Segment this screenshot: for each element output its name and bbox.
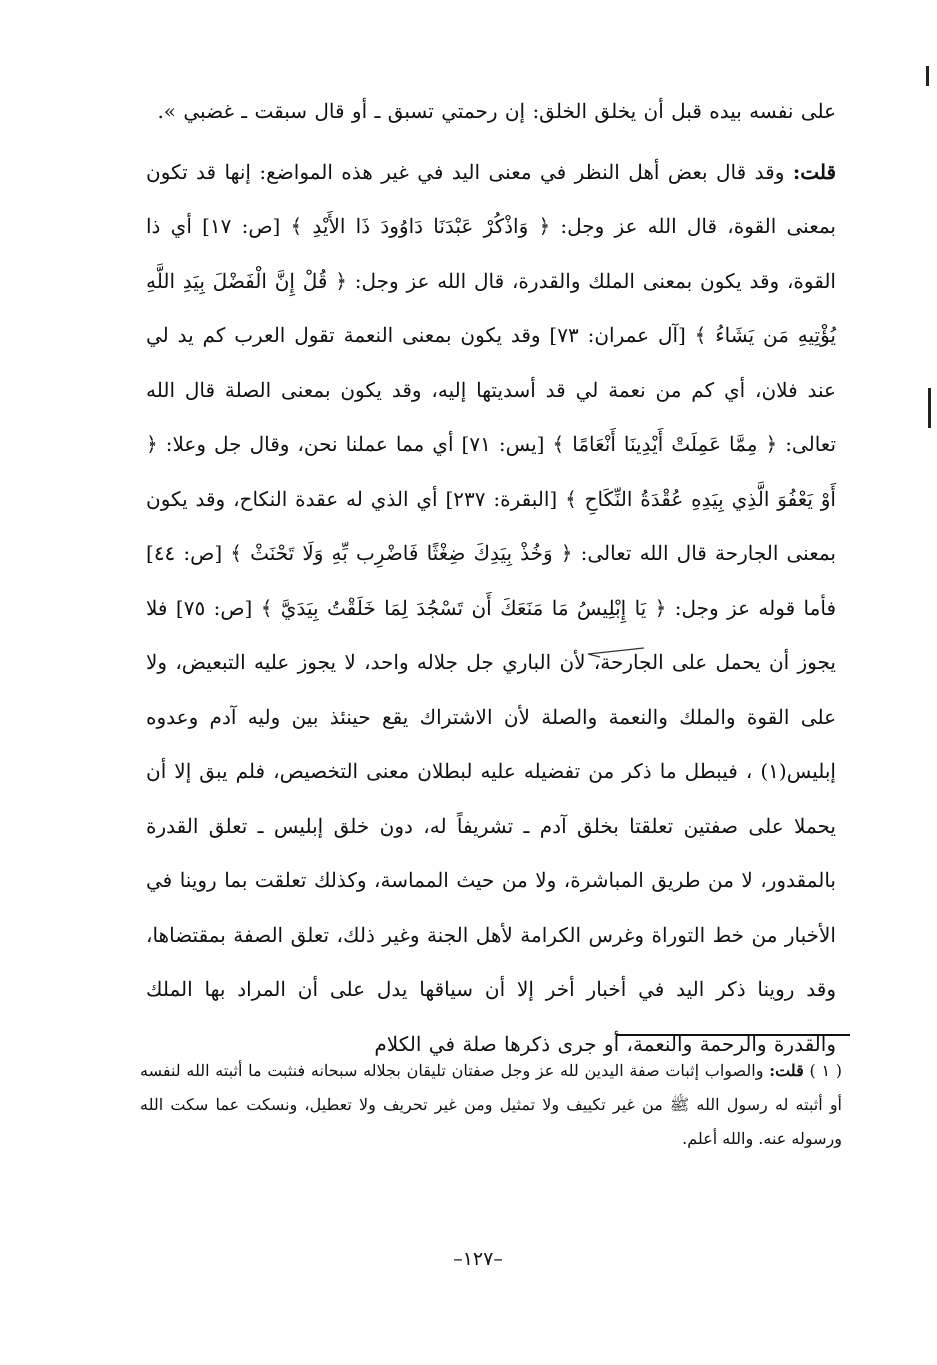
lead-word: قلت: (792, 159, 837, 184)
scan-edge-mark (926, 66, 929, 86)
paragraph-continuation: على نفسه بيده قبل أن يخلق الخلق: إن رحمتي تسبق ـ أو قال سبقت ـ غضبي ». (157, 99, 836, 123)
footnote-marker: ( ١ ) (809, 1061, 843, 1080)
main-text-body (146, 84, 836, 1071)
paragraph-commentary (146, 145, 836, 1072)
footnote-separator (616, 1034, 850, 1036)
footnote-lead-word: قلت: (769, 1061, 804, 1080)
page-number: –١٢٧– (453, 1248, 503, 1270)
scan-edge-mark (928, 388, 931, 428)
pen-annotation-mark (586, 646, 646, 658)
footnote (140, 1054, 842, 1156)
paragraph-commentary-text: وقد قال بعض أهل النظر في معنى اليد في غير هذه المواضع: إنها قد تكون بمعنى القوة، قال الله عز وجل: ﴿ وَاذْكُرْ عَبْدَنَا دَاوُودَ ذَا الأَيْدِ ﴾ [ص: ١٧] أي ذا القوة، وقد يكون بمعنى الملك والقدرة، قال الله عز وجل: ﴿ قُلْ إِنَّ الْفَضْلَ بِيَدِ اللَّهِ يُؤْتِيهِ مَن يَشَاءُ ﴾ [آل عمران: ٧٣] وقد يكون بمعنى النعمة تقول العرب كم يد لي عند فلان، أي كم من نعمة لي قد أسديتها إليه، وقد يكون بمعنى الصلة قال الله تعالى: ﴿ مِمَّا عَمِلَتْ أَيْدِينَا أَنْعَامًا ﴾ [يس: ٧١] أي مما عملنا نحن، وقال جل وعلا: ﴿ أَوْ يَعْفُوَ الَّذِي بِيَدِهِ عُقْدَةُ النِّكَاحِ ﴾ [البقرة: ٢٣٧] أي الذي له عقدة النكاح، وقد يكون بمعنى الجارحة قال الله تعالى: ﴿ وَخُذْ بِيَدِكَ ضِغْثًا فَاضْرِب بِّهِ وَلَا تَحْنَثْ ﴾ [ص: ٤٤] فأما قوله عز وجل: ﴿ يَا إِبْلِيسُ مَا مَنَعَكَ أَن تَسْجُدَ لِمَا خَلَقْتُ بِيَدَيَّ ﴾ [ص: ٧٥] فلا يجوز أن يحمل على الجارحة، لأن الباري جل جلاله واحد، لا يجوز عليه التبعيض، ولا على القوة والملك والنعمة والصلة لأن الاشتراك يقع حينئذ بين وليه آدم وعدوه إبليس(١) ، فيبطل ما ذكر من تفضيله عليه لبطلان معنى التخصيص، فلم يبق إلا أن يحملا على صفتين تعلقتا بخلق آدم ـ تشريفاً له، دون خلق إبليس ـ تعلق القدرة بالمقدور، لا من طريق المباشرة، ولا من حيث المماسة، وكذلك تعلقت بما روينا في الأخبار من خط التوراة وغرس الكرامة لأهل الجنة وغير ذلك، تعلق الصفة بمقتضاها، وقد روينا ذكر اليد في أخبار أخر إلا أن سياقها يدل على أن المراد بها الملك والقدرة والرحمة والنعمة، أو جرى ذكرها صلة في الكلام (146, 159, 837, 1056)
footnote-text: والصواب إثبات صفة اليدين لله عز وجل صفتان تليقان بجلاله سبحانه فنثبت ما أثبته الله لنفسه أو أثبته له رسول الله ﷺ من غير تكييف ولا تمثيل ومن غير تحريف ولا تعطيل، ونسكت عما سكت الله ورسوله عنه. والله أعلم. (140, 1061, 843, 1148)
